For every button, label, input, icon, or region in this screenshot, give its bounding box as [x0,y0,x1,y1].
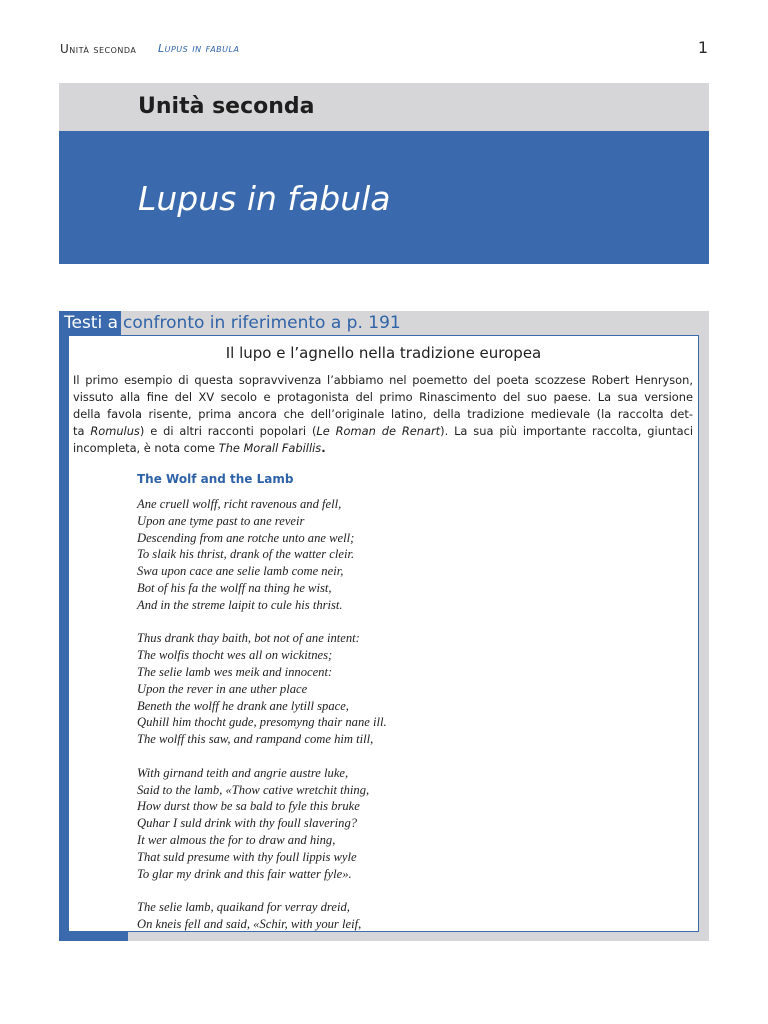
section-title-highlight: Testi a [59,311,121,335]
intro-line [73,440,693,457]
poem-line: How durst thow be sa bald to fyle this bruke [137,799,360,814]
poem-line: Thus drank thay baith, bot not of ane intent: [137,631,360,646]
intro-text: incompleta, è nota come [73,441,219,455]
poem-line: The wolfis thocht wes all on wickitnes; [137,648,333,663]
intro-title-morall-fabillis: The Morall Fabillis [218,441,322,455]
section-title-rest: confronto in riferimento a p. 191 [123,313,401,333]
unit-title: Lupus in fabula [138,179,391,218]
poem-line: On kneis fell and said, «Schir, with your leif, [137,916,362,931]
intro-paragraph [73,372,693,457]
title-band [59,131,709,264]
poem [137,496,387,932]
intro-text: ) e di altri racconti popolari ( [139,424,317,438]
poem-line: The selie lamb wes meik and innocent: [137,664,333,679]
poem-line: Quhar I suld drink with thy foull slavering? [137,816,358,831]
unit-label: Unità seconda [138,94,315,119]
poem-stanza [137,496,387,614]
poem-line: To slaik his thrist, drank of the watter cleir. [137,547,355,562]
unit-band [59,83,709,131]
poem-line: That suld presume with thy foull lippis wyle [137,849,357,864]
page-number: 1 [697,38,708,57]
poem-line: Ane cruell wolff, richt ravenous and fell, [137,497,342,511]
intro-line: vissuto alla fine del XV secolo e protagonista del primo Rinascimento del suo paese. La sua versione [73,390,693,404]
poem-line: And in the streme laipit to cule his thrist. [137,597,343,612]
poem-line: It wer almous the for to draw and hing, [137,832,336,847]
poem-line: The wolff this saw, and rampand come him till, [137,732,374,747]
intro-line: della favola risente, prima ancora che dell’originale latino, della tradizione medievale (la raccolta det- [73,407,693,421]
poem-line: Beneth the wolff he drank ane lytill space, [137,698,349,713]
running-header-title: Lupus in fabula [158,42,240,55]
intro-title-roman-de-renart: Le Roman de Renart [316,424,441,438]
intro-line [73,423,693,440]
poem-line: Upon ane tyme past to ane reveir [137,513,305,528]
poem-line: To glar my drink and this fair watter fyle». [137,866,352,881]
poem-stanza [137,630,387,748]
intro-text: ). La sua più importante raccolta, giuntaci [440,424,694,438]
intro-line: Il primo esempio di questa sopravvivenza l’abbiamo nel poemetto del poeta scozzese Robert Henryson, [73,373,693,387]
poem-line: Swa upon cace ane selie lamb come neir, [137,564,344,579]
poem-line: Said to the lamb, «Thow cative wretchit thing, [137,782,370,797]
poem-line: Bot of his fa the wolff na thing he wist, [137,580,332,595]
section-title [59,311,401,335]
running-header [60,38,708,60]
poem-line: With girnand teith and angrie austre luke, [137,765,349,780]
intro-title-romulus: Romulus [90,424,140,438]
poem-stanza [137,899,387,932]
poem-stanza [137,765,387,883]
poem-line: The selie lamb, quaikand for verray dreid, [137,900,350,915]
poem-line: Quhill him thocht gude, presomyng thair nane ill. [137,715,387,730]
intro-text: ta [73,424,91,438]
poem-line: Descending from ane rotche unto ane well; [137,530,355,545]
content-box [68,335,699,932]
poem-title: The Wolf and the Lamb [137,472,294,486]
intro-text: . [321,441,326,455]
box-heading: Il lupo e l’agnello nella tradizione europea [225,344,542,362]
poem-line: Upon the rever in ane uther place [137,681,308,696]
running-header-unit: Unità seconda [60,42,137,56]
